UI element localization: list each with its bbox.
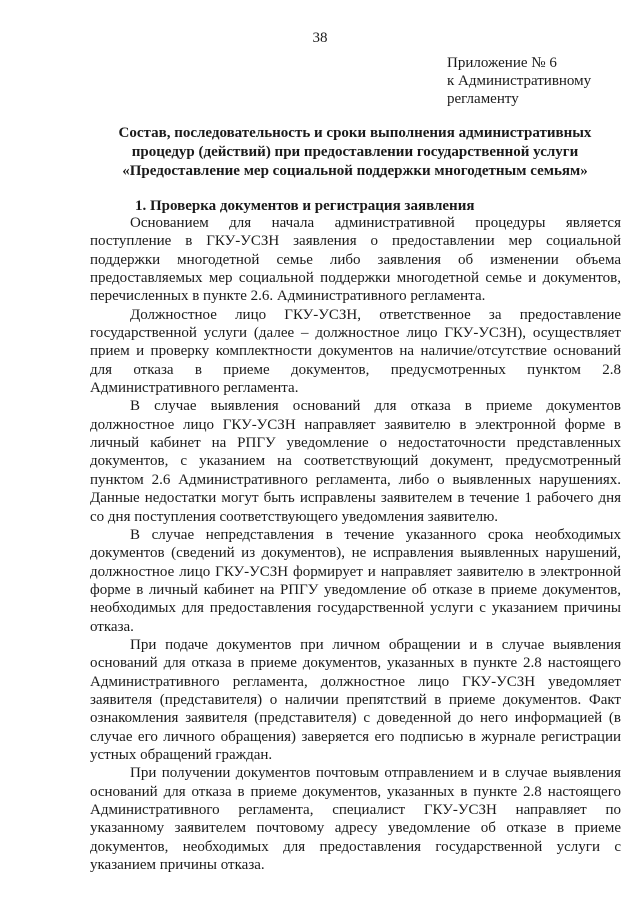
title-line: «Предоставление мер социальной поддержки многодетным семьям»: [122, 163, 588, 179]
document-title: [90, 124, 620, 181]
paragraph: В случае непредставления в течение указанного срока необходимых документов (сведений из документов), не исправления выявленных нарушений, должностное лицо ГКУ-УСЗН формирует и направляет заявителю в электронной форме в личный кабинет на РПГУ уведомление об отказе в приеме документов, необходимых для предоставления государственной услуги с указанием причины отказа.: [90, 526, 621, 635]
paragraph: Должностное лицо ГКУ-УСЗН, ответственное за предоставление государственной услуги (далее – должностное лицо ГКУ-УСЗН), осуществляет прием и проверку комплектности документов на наличие/отсутствие оснований для отказа в приеме документов, предусмотренных пунктом 2.8 Административного регламента.: [90, 306, 621, 397]
title-line: процедур (действий) при предоставлении государственной услуги: [131, 144, 579, 160]
section-body: [90, 214, 621, 874]
paragraph: При подаче документов при личном обращении и в случае выявления оснований для отказа в приеме документов, указанных в пункте 2.8 настоящего Административного регламента, должностное лицо ГКУ-УСЗН уведомляет заявителя (представителя) о наличии препятствий в приеме документов. Факт ознакомления заявителя (представителя) с доведенной до него информацией (в случае его личного обращения) заверяется его подписью в журнале регистрации устных обращений граждан.: [90, 636, 621, 763]
paragraph: В случае выявления оснований для отказа в приеме документов должностное лицо ГКУ-УСЗН направляет заявителю в электронной форме в личный кабинет на РПГУ уведомление о недостаточности представленных документов, с указанием на соответствующий документ, предусмотренный пунктом 2.6 Административного регламента, либо о выявленных нарушениях. Данные недостатки могут быть исправлены заявителем в течение 1 рабочего дня со дня поступления соответствующего уведомления заявителю.: [90, 398, 621, 525]
section-heading: 1. Проверка документов и регистрация заявления: [135, 198, 475, 214]
appendix-reference: [447, 54, 632, 108]
page-number: 38: [312, 30, 328, 46]
appendix-line: Приложение № 6: [447, 55, 557, 71]
appendix-line: к Административному: [447, 73, 592, 89]
title-line: Состав, последовательность и сроки выполнения административных: [118, 125, 592, 141]
paragraph: Основанием для начала административной процедуры является поступление в ГКУ-УСЗН заявления о предоставлении мер социальной поддержки многодетной семье либо заявления об изменении объема предоставляемых мер социальной поддержки многодетной семье и документов, перечисленных в пункте 2.6. Административного регламента.: [90, 215, 621, 305]
paragraph: При получении документов почтовым отправлением и в случае выявления оснований для отказа в приеме документов, указанных в пункте 2.8 настоящего Административного регламента, специалист ГКУ-УСЗН направляет по указанному заявителем почтовому адресу уведомление об отказе в приеме документов, необходимых для предоставления государственной услуги с указанием причины отказа.: [90, 765, 621, 874]
appendix-line: регламенту: [447, 91, 519, 107]
